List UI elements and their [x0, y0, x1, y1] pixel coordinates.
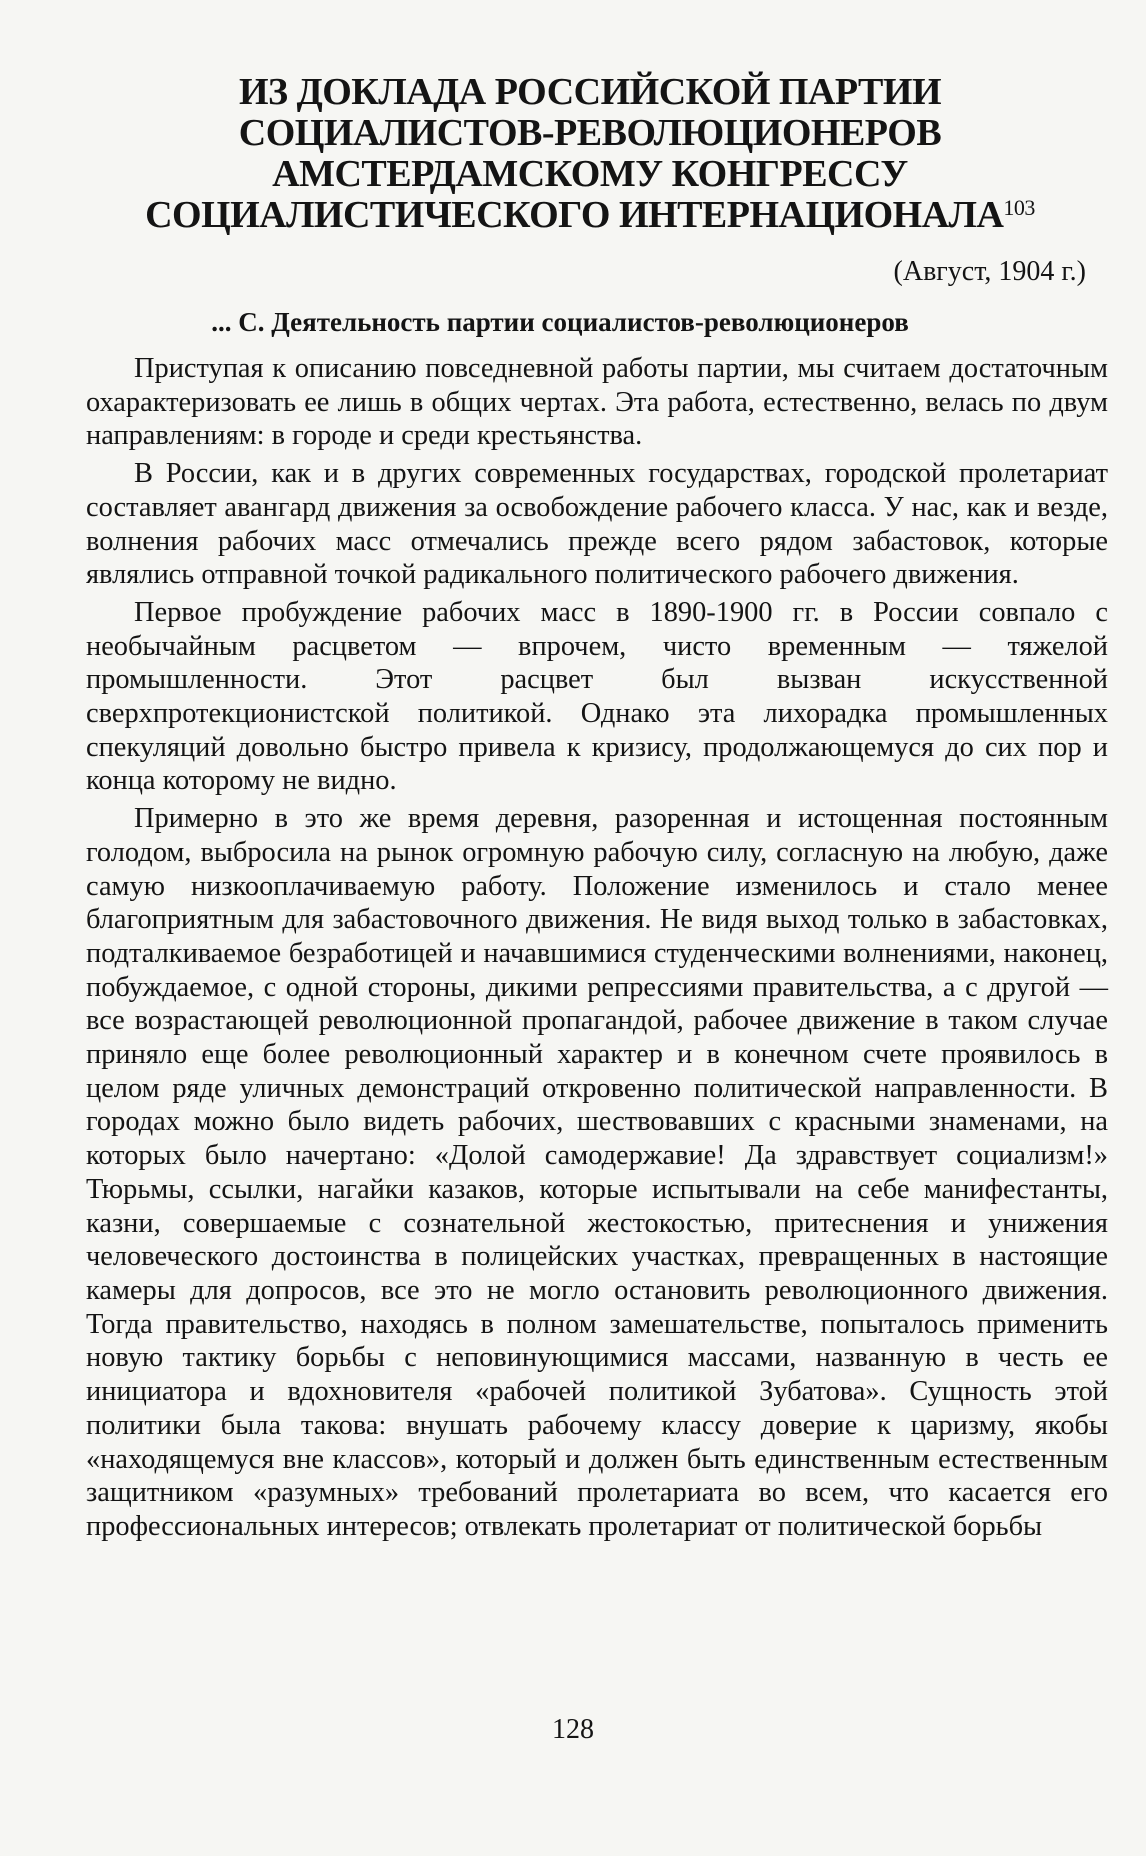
document-title	[140, 72, 1040, 236]
title-line: АМСТЕРДАМСКОМУ КОНГРЕССУ	[272, 153, 908, 195]
title-line-text: СОЦИАЛИСТИЧЕСКОГО ИНТЕРНАЦИОНАЛА	[145, 194, 1004, 236]
section-heading: ... С. Деятельность партии социалистов-революционеров	[211, 307, 909, 337]
body-text	[86, 352, 1108, 1548]
paragraph: Приступая к описанию повседневной работы партии, мы считаем достаточным охарактеризовать ее лишь в общих чертах. Эта работа, естественно, велась по двум направлениям: в городе и среди крестьянства.	[86, 353, 1108, 452]
page-number: 128	[552, 1714, 594, 1745]
title-line-last	[140, 195, 1040, 236]
paragraph: В России, как и в других современных государствах, городской пролетариат составляет авангард движения за освобождение рабочего класса. У нас, как и везде, волнения рабочих масс отмечались прежде всего рядом забастовок, которые являлись отправной точкой радикального политического рабочего движения.	[86, 458, 1108, 591]
footnote-reference: 103	[1003, 195, 1035, 220]
document-date: (Август, 1904 г.)	[893, 256, 1086, 287]
title-line: ИЗ ДОКЛАДА РОССИЙСКОЙ ПАРТИИ	[238, 71, 942, 113]
title-line: СОЦИАЛИСТОВ-РЕВОЛЮЦИОНЕРОВ	[238, 112, 942, 154]
paragraph: Примерно в это же время деревня, разоренная и истощенная постоянным голодом, выбросила на рынок огромную рабочую силу, согласную на любую, даже самую низкооплачиваемую работу. Положение изменилось и стало менее благоприятным для забастовочного движения. Не видя выход только в забастовках, подталкиваемое безработицей и начавшимися студенческими волнениями, наконец, побуждаемое, с одной стороны, дикими репрессиями правительства, а с другой — все возрастающей революционной пропагандой, рабочее движение в таком случае приняло еще более революционный характер и в конечном счете проявилось в целом ряде уличных демонстраций откровенно политической направленности. В городах можно было видеть рабочих, шествовавших с красными знаменами, на которых было начертано: «Долой самодержавие! Да здравствует социализм!» Тюрьмы, ссылки, нагайки казаков, которые испытывали на себе манифестанты, казни, совершаемые с сознательной жестокостью, притеснения и унижения человеческого достоинства в полицейских участках, превращенных в настоящие камеры для допросов, все это не могло остановить революционного движения. Тогда правительство, находясь в полном замешательстве, попыталось применить новую тактику борьбы с неповинующимися массами, названную в честь ее инициатора и вдохновителя «рабочей политикой Зубатова». Сущность этой политики была такова: внушать рабочему классу доверие к царизму, якобы «находящемуся вне классов», который и должен быть единственным естественным защитником «разумных» требований пролетариата во всем, что касается его профессиональных интересов; отвлекать пролетариат от политической борьбы	[86, 803, 1108, 1542]
paragraph: Первое пробуждение рабочих масс в 1890-1900 гг. в России совпало с необычайным расцветом — впрочем, чисто временным — тяжелой промышленности. Этот расцвет был вызван искусственной сверхпротекционистской политикой. Однако эта лихорадка промышленных спекуляций довольно быстро привела к кризису, продолжающемуся до сих пор и конца которому не видно.	[86, 596, 1108, 797]
